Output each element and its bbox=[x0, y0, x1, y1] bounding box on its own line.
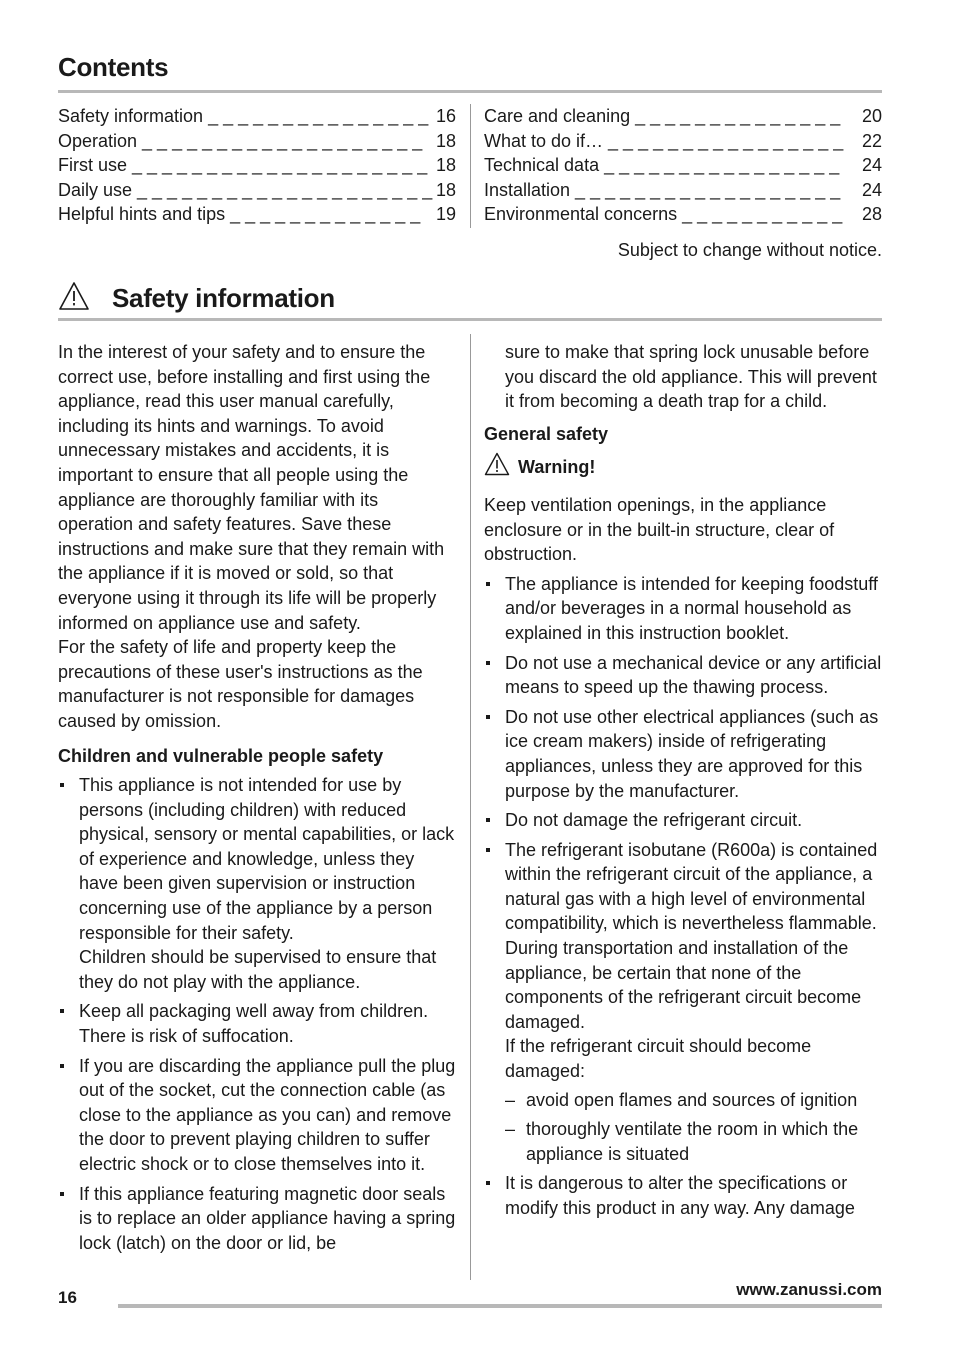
footer-rule bbox=[118, 1304, 882, 1308]
toc-entry[interactable]: Care and cleaning _ _ _ _ _ _ _ _ _ _ _ _ _ _ 20 bbox=[484, 106, 882, 126]
list-item: If this appliance featuring magnetic door seals is to replace an older appliance having a spring lock (latch) on the door or lid, be bbox=[58, 1182, 456, 1256]
children-list bbox=[58, 773, 456, 1255]
toc-divider bbox=[470, 104, 471, 228]
page-number: 16 bbox=[58, 1288, 77, 1307]
sub-list-item: – avoid open flames and sources of ignition bbox=[505, 1088, 882, 1113]
toc-right bbox=[484, 104, 882, 227]
footer-url[interactable]: www.zanussi.com bbox=[736, 1280, 882, 1299]
list-item: Do not damage the refrigerant circuit. bbox=[484, 808, 882, 833]
list-item: Do not use a mechanical device or any artificial means to speed up the thawing process. bbox=[484, 651, 882, 700]
list-item: This appliance is not intended for use by persons (including children) with reduced physical, sensory or mental capabilities, or lack of experience and knowledge, unless they have been given supervision or instruction concerning use of the appliance by a person responsible for their safety. Children should be supervised to ensure that they do not play with the appliance. bbox=[58, 773, 456, 994]
warning-triangle-icon bbox=[58, 281, 90, 316]
general-heading: General safety bbox=[484, 423, 609, 444]
children-heading: Children and vulnerable people safety bbox=[58, 745, 384, 766]
list-item: Keep all packaging well away from children. There is risk of suffocation. bbox=[58, 999, 456, 1048]
contents-rule bbox=[58, 90, 882, 93]
toc-entry[interactable]: Technical data _ _ _ _ _ _ _ _ _ _ _ _ _ _ _ _ 24 bbox=[484, 155, 882, 176]
safety-header bbox=[58, 278, 335, 318]
intro-paragraph-2: For the safety of life and property keep the precautions of these user's instructions as the manufacturer is not responsible for damages caused by omission. bbox=[58, 637, 423, 731]
list-item: The refrigerant isobutane (R600a) is contained within the refrigerant circuit of the appliance, a natural gas with a high level of environmental compatibility, which is nevertheless flammable. During transportation and installation of the appliance, be certain that none of the components of the refrigerant circuit become damaged. If the refrigerant circuit should become damaged: – avoid open flames and sources of ignition – thoroughly ventilate the room in which the appliance is situated bbox=[484, 838, 882, 1167]
toc-entry[interactable]: Installation _ _ _ _ _ _ _ _ _ _ _ _ _ _ _ _ _ _ 24 bbox=[484, 179, 882, 200]
toc-entry[interactable]: Operation _ _ _ _ _ _ _ _ _ _ _ _ _ _ _ _ _ _ _ 18 bbox=[58, 130, 456, 151]
toc-entry[interactable]: What to do if… _ _ _ _ _ _ _ _ _ _ _ _ _ _ _ _ 22 bbox=[484, 130, 882, 151]
toc-entry[interactable]: Environmental concerns _ _ _ _ _ _ _ _ _ _ _ 28 bbox=[484, 204, 882, 225]
safety-title: Safety information bbox=[112, 282, 335, 313]
left-column bbox=[58, 340, 456, 1260]
sub-list bbox=[505, 1088, 882, 1167]
ventilation-paragraph: Keep ventilation openings, in the appliance enclosure or in the built-in structure, clear of obstruction. bbox=[484, 494, 835, 565]
list-item: Do not use other electrical appliances (such as ice cream makers) inside of refrigerating appliances, unless they are approved for this purpose by the manufacturer. bbox=[484, 705, 882, 803]
toc-entry[interactable]: Helpful hints and tips _ _ _ _ _ _ _ _ _ _ _ _ _ 19 bbox=[58, 204, 456, 225]
change-notice: Subject to change without notice. bbox=[617, 240, 882, 260]
toc-left bbox=[58, 104, 456, 227]
toc-entry[interactable]: Daily use _ _ _ _ _ _ _ _ _ _ _ _ _ _ _ _ _ _ _ _ 18 bbox=[58, 179, 456, 200]
sub-list-item: – thoroughly ventilate the room in which the appliance is situated bbox=[505, 1117, 882, 1166]
warning-label: Warning! bbox=[518, 457, 596, 478]
general-list bbox=[484, 572, 882, 1221]
warning-triangle-icon bbox=[484, 452, 510, 483]
safety-rule bbox=[58, 318, 882, 321]
intro-paragraph: In the interest of your safety and to ensure the correct use, before installing and first using the appliance, read this user manual carefully, including its hints and warnings. To avoid unnecessary mistakes and accidents, it is important to ensure that all people using the appliance are thoroughly familiar with its operation and safety features. Save these instructions and make sure that they remain with the appliance if it is moved or sold, so that everyone using it through its life will be properly informed on appliance use and safety. bbox=[58, 342, 445, 633]
contents-title: Contents bbox=[58, 52, 169, 82]
toc-entry[interactable]: Safety information _ _ _ _ _ _ _ _ _ _ _ _ _ _ _ 16 bbox=[58, 106, 456, 126]
list-item: The appliance is intended for keeping foodstuff and/or beverages in a normal household as explained in this instruction booklet. bbox=[484, 572, 882, 646]
list-item: If you are discarding the appliance pull the plug out of the socket, cut the connection cable (as close to the appliance as you can) and remove the door to prevent playing children to suffer electric shock or to close themselves into it. bbox=[58, 1054, 456, 1177]
column-divider bbox=[470, 334, 471, 1280]
list-item: It is dangerous to alter the specifications or modify this product in any way. Any damage bbox=[484, 1171, 882, 1220]
warning-callout bbox=[484, 452, 882, 483]
toc-entry[interactable]: First use _ _ _ _ _ _ _ _ _ _ _ _ _ _ _ _ _ _ _ _ 18 bbox=[58, 155, 456, 176]
right-column bbox=[484, 340, 882, 1226]
continued-item: sure to make that spring lock unusable before you discard the old appliance. This will prevent it from becoming a death trap for a child. bbox=[505, 342, 877, 412]
